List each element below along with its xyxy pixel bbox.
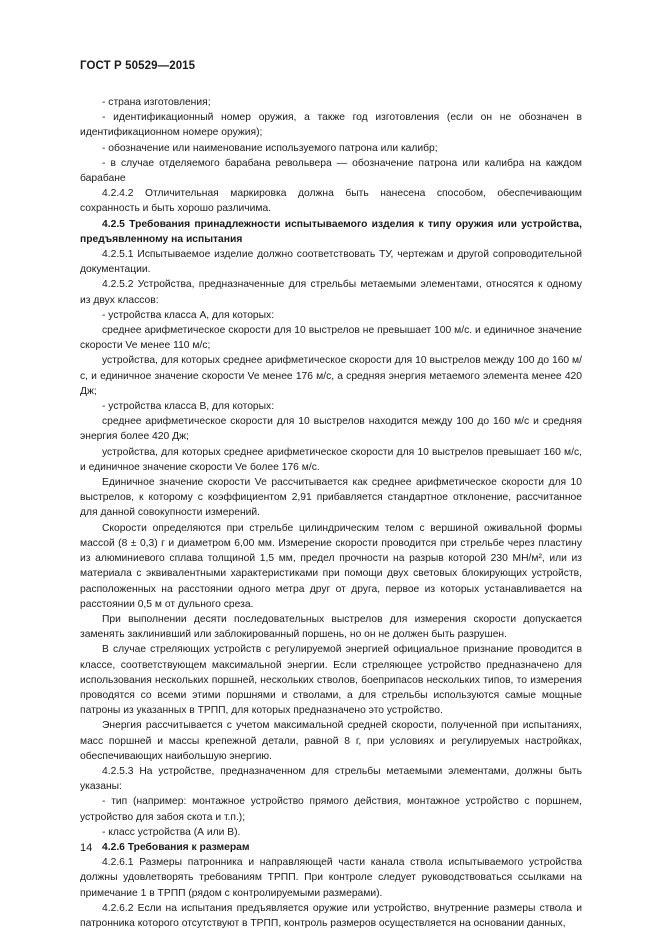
paragraph: 4.2.6.2 Если на испытания предъявляется оружие или устройство, внутренние размеры ствола и патронника которого отсутствуют в ТРПП, контроль размеров осуществляется на основании данных, — [80, 902, 582, 929]
paragraph: - обозначение или наименование используемого патрона или калибр; — [102, 142, 438, 154]
paragraph: В случае стреляющих устройств с регулируемой энергией официальное признание проводится в классе, соответствующем максимальной энергии. Если стреляющее устройство предназначено для использования нескольких поршней, нескольких стволов, боеприпасов нескольких типов, то измерения проводятся со всеми этими поршнями и стволами, а для стрельбы используются самые мощные патроны из указанных в ТРПП, для которых предназначено это устройство. — [80, 644, 582, 717]
paragraph: устройства, для которых среднее арифметическое скорости для 10 выстрелов превышает 160 м/с, и единичное значение скорости Ve более 176 м/с. — [80, 446, 582, 473]
section-heading: 4.2.5 Требования принадлежности испытываемого изделия к типу оружия или устройства, предъявленному на испытания — [80, 218, 582, 245]
paragraph: - класс устройства (А или В). — [102, 826, 241, 838]
paragraph: - тип (например: монтажное устройство прямого действия, монтажное устройство с поршнем, устройство для забоя скота и т.п.); — [80, 796, 582, 823]
paragraph: - устройства класса А, для которых: — [102, 309, 275, 321]
paragraph: - устройства класса В, для которых: — [102, 401, 275, 413]
page-number: 14 — [80, 842, 93, 854]
paragraph: Энергия рассчитывается с учетом максимальной средней скорости, полученной при испытаниях, масс поршней и массы крепежной детали, равной 8 г, при условиях и регулируемых настройках, обеспечивающих наибольшую энергию. — [80, 720, 582, 762]
paragraph: При выполнении десяти последовательных выстрелов для измерения скорости допускается заменять заклинивший или заблокированный поршень, но он не должен быть разрушен. — [80, 613, 582, 641]
paragraph: Скорости определяются при стрельбе цилиндрическим телом с вершиной оживальной формы массой (8 ± 0,3) г и диаметром 6,00 мм. Измерение скорости проводится при стрельбе через пластину из алюминиевого сплава толщиной 1,5 мм, предел прочности на разрыв которой 230 МН/м², или из материала с эквивалентными характеристиками при помощи двух световых блокирующих устройств, расположенных на расстоянии одного метра друг от друга, первое из которых устанавливается на расстоянии 0,5 м от дульного среза. — [80, 522, 582, 610]
paragraph: 4.2.5.2 Устройства, предназначенные для стрельбы метаемыми элементами, относятся к одному из двух классов: — [80, 279, 582, 306]
paragraph: - в случае отделяемого барабана револьвера — обозначение патрона или калибра на каждом барабане — [80, 157, 582, 185]
paragraph: 4.2.5.1 Испытываемое изделие должно соответствовать ТУ, чертежам и другой сопроводительной документации. — [80, 249, 582, 276]
paragraph: устройства, для которых среднее арифметическое скорости для 10 выстрелов между 100 до 160 м/с, и единичное значение скорости Ve менее 176 м/с, а средняя энергия метаемого элемента менее 420 Дж; — [80, 355, 582, 397]
paragraph: 4.2.5.3 На устройстве, предназначенном для стрельбы метаемыми элементами, должны быть указаны: — [80, 765, 582, 793]
paragraph: 4.2.4.2 Отличительная маркировка должна быть нанесена способом, обеспечивающим сохранность и быть хорошо различима. — [80, 188, 582, 215]
document-body — [80, 95, 582, 931]
paragraph: Единичное значение скорости Ve рассчитывается как среднее арифметическое скорости для 10 выстрелов, к которому с коэффициентом 2,91 прибавляется стандартное отклонение, рассчитанное для данной совокупности измерений. — [80, 477, 582, 519]
paragraph: 4.2.6.1 Размеры патронника и направляющей части канала ствола испытываемого устройства должны удовлетворять требованиям ТРПП. При контроле следует руководствоваться ссылками на примечание 1 в ТРПП (рядом с контролируемыми размерами). — [80, 857, 582, 899]
paragraph: - страна изготовления; — [102, 97, 211, 108]
section-heading: 4.2.6 Требования к размерам — [102, 841, 250, 853]
paragraph: - идентификационный номер оружия, а также год изготовления (если он не обозначен в идентификационном номере оружия); — [80, 112, 582, 139]
paragraph: среднее арифметическое скорости для 10 выстрелов находится между 100 до 160 м/с и средняя энергия более 420 Дж; — [80, 416, 582, 443]
standard-header: ГОСТ Р 50529—2015 — [80, 60, 196, 72]
paragraph: среднее арифметическое скорости для 10 выстрелов не превышает 100 м/с. и единичное значение скорости Ve менее 110 м/с; — [80, 325, 582, 352]
